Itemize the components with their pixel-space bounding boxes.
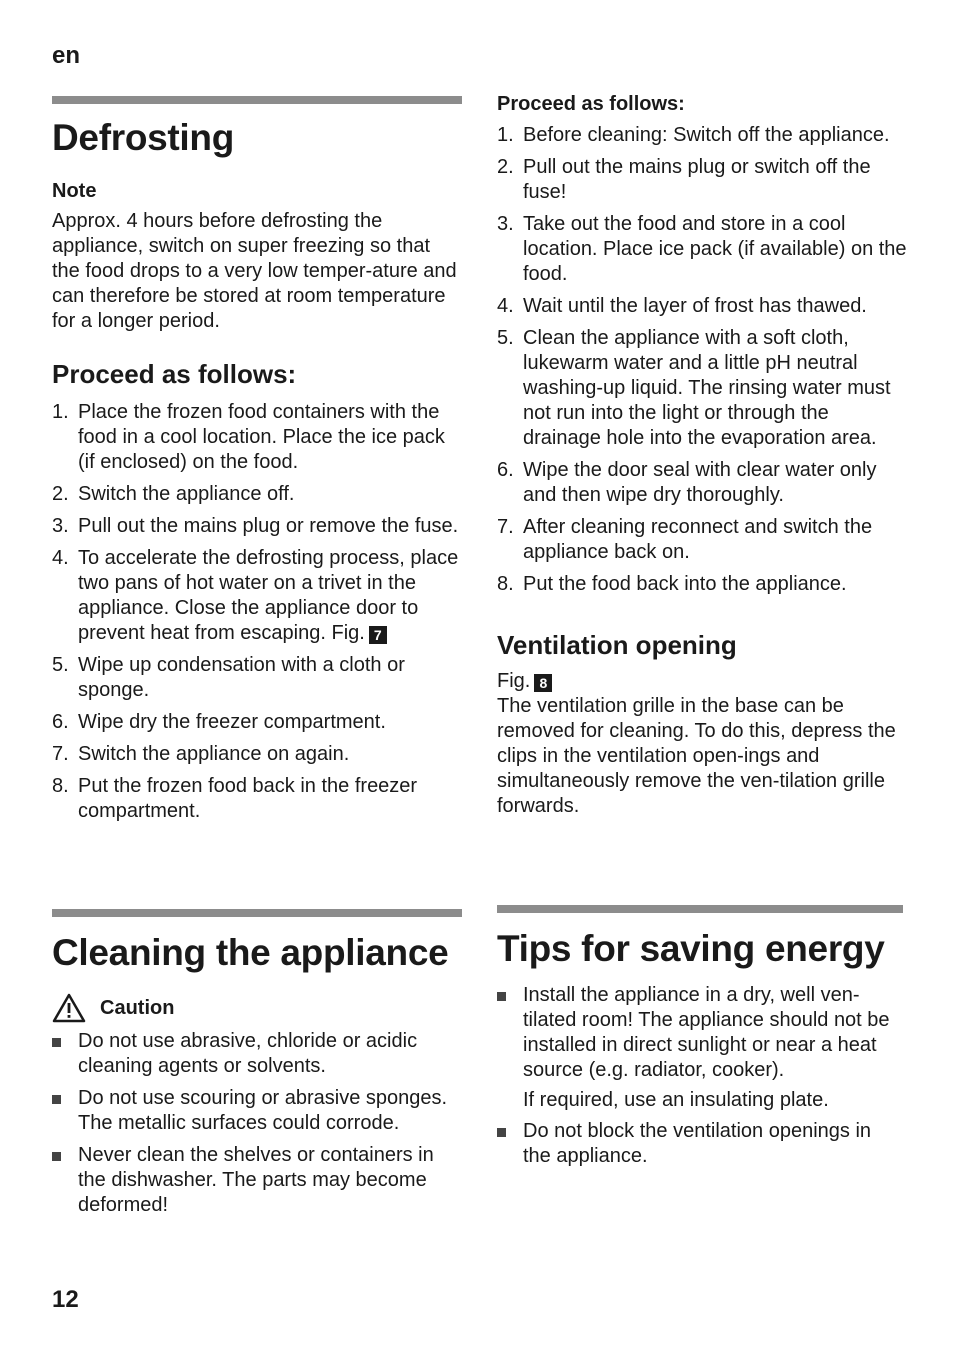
defrosting-steps — [52, 400, 462, 824]
list-item: Do not block the ventilation openings in the appliance. — [497, 1119, 903, 1169]
defrosting-title: Defrosting — [52, 117, 235, 158]
list-item: Never clean the shelves or containers in the dishwasher. The parts may become deformed! — [52, 1143, 462, 1218]
list-item: 5. Wipe up condensation with a cloth or sponge. — [52, 654, 405, 701]
tips-title: Tips for saving energy — [497, 928, 885, 969]
note-text: Approx. 4 hours before defrosting the appliance, switch on super freezing so that the food drops to a very low temper-ature and can therefore be stored at room temperature for a longer period. — [52, 210, 457, 332]
list-item: 3. Pull out the mains plug or remove the fuse. — [52, 515, 459, 537]
bullet-icon — [52, 1038, 61, 1047]
figure-ref-badge: 8 — [534, 674, 552, 692]
section-rule — [52, 909, 462, 917]
bullet-icon — [497, 992, 506, 1001]
caution-list — [52, 1029, 462, 1218]
caution-header — [52, 993, 462, 1023]
list-item: 1. Place the frozen food containers with the food in a cool location. Place the ice pack (if enclosed) on the food. — [52, 401, 445, 473]
list-item: Install the appliance in a dry, well ven-tilated room! The appliance should not be installed in direct sunlight or near a heat source (e.g. radiator, cooker). — [497, 983, 903, 1083]
list-item: 2. Switch the appliance off. — [52, 483, 295, 505]
defrosting-section — [52, 96, 462, 831]
list-item: 8. Put the frozen food back in the freezer compartment. — [52, 775, 418, 822]
list-item: 1. Before cleaning: Switch off the appliance. — [497, 124, 890, 146]
list-item: 5. Clean the appliance with a soft cloth, lukewarm water and a little pH neutral washing-up liquid. The rinsing water must not run into the light or through the drainage hole into the evaporation area. — [497, 327, 891, 449]
note-label: Note — [52, 180, 97, 202]
ventilation-title: Ventilation opening — [497, 630, 737, 660]
page-number: 12 — [52, 1286, 79, 1313]
tips-list — [497, 983, 903, 1083]
cleaning-title: Cleaning the appliance — [52, 932, 449, 973]
list-item: Do not use scouring or abrasive sponges. The metallic surfaces could corrode. — [52, 1086, 462, 1136]
list-item: 6. Wipe dry the freezer compartment. — [52, 711, 386, 733]
language-label: en — [52, 42, 81, 69]
defrosting-subheading: Proceed as follows: — [52, 359, 297, 389]
cleaning-steps-section — [497, 92, 907, 819]
section-rule — [497, 905, 903, 913]
ventilation-fig-ref: Fig. 8 — [497, 669, 907, 694]
figure-ref-badge: 7 — [369, 626, 387, 644]
list-item: 7. After cleaning reconnect and switch the appliance back on. — [497, 516, 873, 563]
bullet-icon — [52, 1095, 61, 1104]
list-item: 4. To accelerate the defrosting process, place two pans of hot water on a trivet in the appliance. Close the appliance door to prevent heat from escaping. Fig. 7 — [52, 547, 459, 644]
list-item: 4. Wait until the layer of frost has thawed. — [497, 295, 867, 317]
list-item: 8. Put the food back into the appliance. — [497, 573, 847, 595]
list-item: 6. Wipe the door seal with clear water only and then wipe dry thoroughly. — [497, 459, 877, 506]
list-item: 2. Pull out the mains plug or switch off the fuse! — [497, 156, 871, 203]
tips-list — [497, 1119, 903, 1169]
warning-icon — [52, 993, 86, 1023]
cleaning-subheading: Proceed as follows: — [497, 93, 685, 115]
bullet-icon — [497, 1128, 506, 1137]
ventilation-text: The ventilation grille in the base can be removed for cleaning. To do this, depress the clips in the ventilation open-ings and simultaneously remove the ven-tilation grille forwards. — [497, 695, 896, 817]
tips-section — [497, 905, 903, 1176]
list-item: Do not use abrasive, chloride or acidic cleaning agents or solvents. — [52, 1029, 462, 1079]
list-item: 3. Take out the food and store in a cool location. Place ice pack (if available) on the food. — [497, 213, 907, 285]
list-item: 7. Switch the appliance on again. — [52, 743, 350, 765]
cleaning-steps — [497, 123, 907, 597]
tip-note: If required, use an insulating plate. — [523, 1089, 829, 1111]
section-rule — [52, 96, 462, 104]
bullet-icon — [52, 1152, 61, 1161]
cleaning-section — [52, 909, 462, 1225]
caution-label: Caution — [100, 996, 175, 1019]
